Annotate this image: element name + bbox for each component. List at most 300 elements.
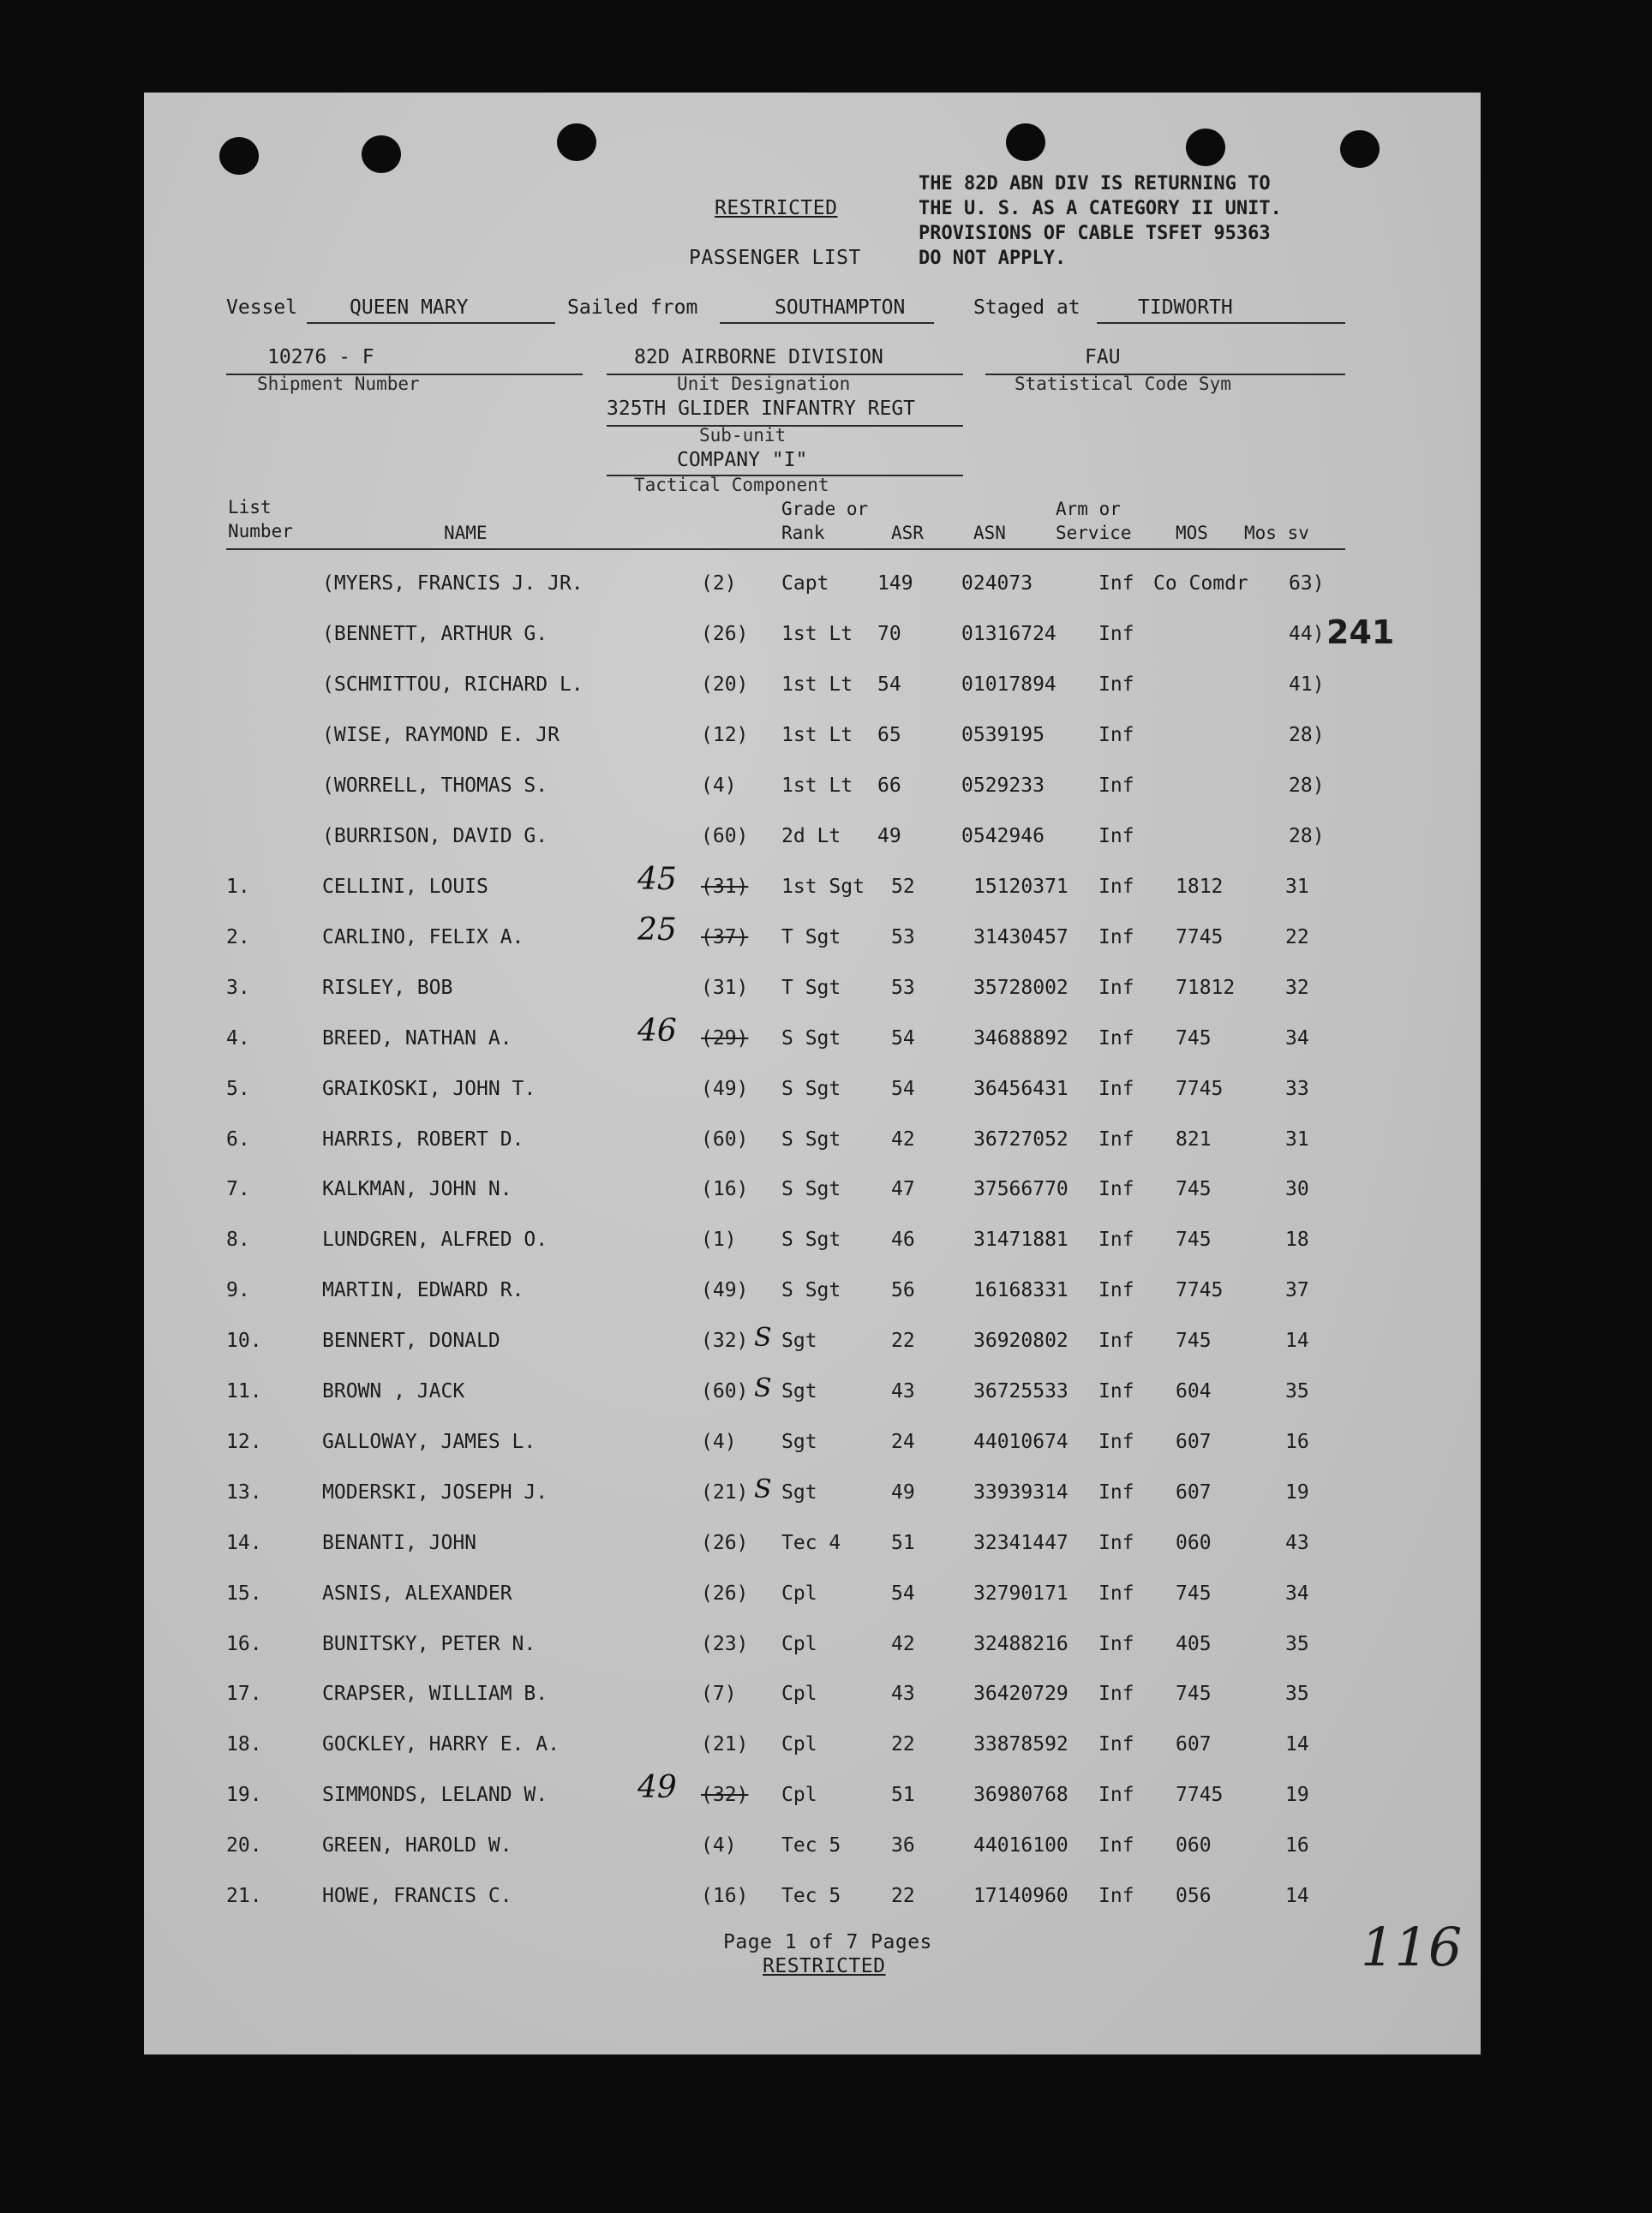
list-number: 3. <box>226 977 250 999</box>
handwritten-correction: 49 <box>637 1770 677 1805</box>
enlisted-row <box>0 862 1652 925</box>
soldier-asr: 22 <box>891 1330 915 1352</box>
handwritten-correction: S <box>754 1474 772 1504</box>
soldier-name: BREED, NATHAN A. <box>322 1027 512 1050</box>
soldier-code: (4) <box>701 1431 737 1453</box>
officer-name: (WORRELL, THOMAS S. <box>322 775 548 797</box>
officer-grade: 2d Lt <box>781 825 841 847</box>
col-asn: ASN <box>973 523 1006 543</box>
soldier-code: (60) <box>701 1380 749 1403</box>
soldier-arm: Inf <box>1098 1330 1134 1352</box>
soldier-mos: 405 <box>1176 1633 1212 1655</box>
officer-asn: 01316724 <box>961 623 1056 645</box>
punch-hole <box>1186 129 1225 166</box>
soldier-grade: S Sgt <box>781 1279 841 1301</box>
list-number: 5. <box>226 1078 250 1100</box>
officer-mos-sv: 28) <box>1289 724 1325 746</box>
soldier-asr: 51 <box>891 1784 915 1806</box>
soldier-arm: Inf <box>1098 1027 1134 1050</box>
soldier-name: CARLINO, FELIX A. <box>322 926 524 948</box>
soldier-name: BROWN , JACK <box>322 1380 465 1403</box>
soldier-asr: 54 <box>891 1027 915 1050</box>
restricted-heading: RESTRICTED <box>715 197 838 219</box>
soldier-grade: Tec 4 <box>781 1532 841 1554</box>
staged-at-label: Staged at <box>973 296 1080 319</box>
soldier-name: LUNDGREN, ALFRED O. <box>322 1229 548 1251</box>
soldier-mos-sv: 14 <box>1285 1733 1309 1755</box>
soldier-mos: 607 <box>1176 1733 1212 1755</box>
soldier-grade: S Sgt <box>781 1128 841 1151</box>
soldier-mos-sv: 16 <box>1285 1431 1309 1453</box>
sailed-from-value: SOUTHAMPTON <box>775 296 906 319</box>
soldier-mos: 71812 <box>1176 977 1236 999</box>
soldier-asr: 47 <box>891 1178 915 1200</box>
enlisted-row <box>0 1532 1652 1582</box>
col-mos-sv: Mos sv <box>1244 523 1309 543</box>
soldier-name: BENANTI, JOHN <box>322 1532 477 1554</box>
soldier-name: GREEN, HAROLD W. <box>322 1834 512 1857</box>
soldier-grade: Cpl <box>781 1683 817 1705</box>
vessel-underline <box>307 322 555 324</box>
list-number: 14. <box>226 1532 262 1554</box>
soldier-asr: 22 <box>891 1885 915 1907</box>
soldier-mos-sv: 33 <box>1285 1078 1309 1100</box>
soldier-asn: 36980768 <box>973 1784 1068 1806</box>
officer-asn: 0542946 <box>961 825 1044 847</box>
soldier-grade: Sgt <box>781 1431 817 1453</box>
enlisted-row <box>0 1683 1652 1732</box>
enlisted-row <box>0 1474 1652 1531</box>
soldier-mos: 821 <box>1176 1128 1212 1151</box>
soldier-asr: 56 <box>891 1279 915 1301</box>
soldier-arm: Inf <box>1098 1532 1134 1554</box>
soldier-mos: 745 <box>1176 1582 1212 1605</box>
sailed-from-label: Sailed from <box>567 296 698 319</box>
soldier-asn: 36420729 <box>973 1683 1068 1705</box>
soldier-mos: 060 <box>1176 1532 1212 1554</box>
soldier-arm: Inf <box>1098 1885 1134 1907</box>
enlisted-row <box>0 1078 1652 1127</box>
officer-mos-sv: 28) <box>1289 775 1325 797</box>
officer-grade: 1st Lt <box>781 724 853 746</box>
soldier-mos-sv: 31 <box>1285 876 1309 898</box>
return-notice: THE 82D ABN DIV IS RETURNING TO THE U. S. AS A CATEGORY II UNIT. PROVISIONS OF CABLE TSFET 95363 DO NOT APPLY. <box>919 173 1282 269</box>
unit-company: COMPANY "I" <box>677 449 808 471</box>
soldier-mos-sv: 31 <box>1285 1128 1309 1151</box>
soldier-asn: 33939314 <box>973 1481 1068 1504</box>
officer-asr: 65 <box>877 724 901 746</box>
enlisted-row <box>0 1633 1652 1683</box>
soldier-asn: 15120371 <box>973 876 1068 898</box>
soldier-grade: Cpl <box>781 1582 817 1605</box>
officer-name: (SCHMITTOU, RICHARD L. <box>322 673 584 696</box>
soldier-arm: Inf <box>1098 926 1134 948</box>
soldier-grade: Sgt <box>781 1380 817 1403</box>
soldier-grade: T Sgt <box>781 977 841 999</box>
soldier-asr: 53 <box>891 977 915 999</box>
sailed-underline <box>720 322 934 324</box>
officer-name: (BURRISON, DAVID G. <box>322 825 548 847</box>
soldier-grade: Cpl <box>781 1784 817 1806</box>
soldier-mos-sv: 34 <box>1285 1582 1309 1605</box>
soldier-name: MODERSKI, JOSEPH J. <box>322 1481 548 1504</box>
soldier-mos-sv: 19 <box>1285 1784 1309 1806</box>
soldier-grade: Cpl <box>781 1633 817 1655</box>
officer-asr: 70 <box>877 623 901 645</box>
soldier-mos-sv: 35 <box>1285 1683 1309 1705</box>
enlisted-row <box>0 1582 1652 1632</box>
soldier-name: BENNERT, DONALD <box>322 1330 500 1352</box>
officer-code: (12) <box>701 724 749 746</box>
soldier-code: (49) <box>701 1279 749 1301</box>
soldier-asr: 42 <box>891 1633 915 1655</box>
officer-mos-sv: 41) <box>1289 673 1325 696</box>
soldier-grade: S Sgt <box>781 1078 841 1100</box>
list-number: 18. <box>226 1733 262 1755</box>
subunit-caption: Sub-unit <box>699 425 787 446</box>
soldier-mos-sv: 37 <box>1285 1279 1309 1301</box>
officer-code: (4) <box>701 775 737 797</box>
shipment-number: 10276 - F <box>267 346 374 368</box>
officer-row <box>0 775 1652 824</box>
soldier-mos: 607 <box>1176 1431 1212 1453</box>
officer-asr: 49 <box>877 825 901 847</box>
soldier-mos: 7745 <box>1176 1078 1224 1100</box>
soldier-asr: 46 <box>891 1229 915 1251</box>
header-rule <box>226 548 1345 550</box>
soldier-name: BUNITSKY, PETER N. <box>322 1633 536 1655</box>
shipment-caption: Shipment Number <box>257 374 420 394</box>
soldier-asr: 42 <box>891 1128 915 1151</box>
officer-arm: Inf <box>1098 673 1134 696</box>
officer-asr: 149 <box>877 572 913 595</box>
soldier-arm: Inf <box>1098 1683 1134 1705</box>
soldier-asn: 44010674 <box>973 1431 1068 1453</box>
col-arm: Arm or Service <box>1056 499 1132 543</box>
soldier-arm: Inf <box>1098 1128 1134 1151</box>
soldier-asn: 35728002 <box>973 977 1068 999</box>
officer-arm: Inf <box>1098 825 1134 847</box>
soldier-asn: 16168331 <box>973 1279 1068 1301</box>
list-number: 15. <box>226 1582 262 1605</box>
soldier-arm: Inf <box>1098 1582 1134 1605</box>
soldier-code: (7) <box>701 1683 737 1705</box>
officer-asn: 0529233 <box>961 775 1044 797</box>
officer-grade: 1st Lt <box>781 673 853 696</box>
soldier-arm: Inf <box>1098 1078 1134 1100</box>
soldier-asr: 53 <box>891 926 915 948</box>
soldier-asr: 36 <box>891 1834 915 1857</box>
soldier-arm: Inf <box>1098 1178 1134 1200</box>
soldier-asn: 31471881 <box>973 1229 1068 1251</box>
soldier-grade: S Sgt <box>781 1027 841 1050</box>
tactical-caption: Tactical Component <box>634 475 829 495</box>
officer-mos: Co Comdr <box>1153 572 1248 595</box>
officer-row <box>0 724 1652 774</box>
soldier-name: HARRIS, ROBERT D. <box>322 1128 524 1151</box>
soldier-mos-sv: 18 <box>1285 1229 1309 1251</box>
soldier-mos-sv: 16 <box>1285 1834 1309 1857</box>
soldier-mos-sv: 22 <box>1285 926 1309 948</box>
enlisted-row <box>0 1733 1652 1783</box>
soldier-asr: 51 <box>891 1532 915 1554</box>
soldier-mos: 060 <box>1176 1834 1212 1857</box>
soldier-arm: Inf <box>1098 1380 1134 1403</box>
soldier-asr: 54 <box>891 1078 915 1100</box>
staged-at-value: TIDWORTH <box>1138 296 1233 319</box>
soldier-asn: 37566770 <box>973 1178 1068 1200</box>
enlisted-row <box>0 1770 1652 1833</box>
soldier-name: GALLOWAY, JAMES L. <box>322 1431 536 1453</box>
soldier-name: ASNIS, ALEXANDER <box>322 1582 512 1605</box>
officer-code: (60) <box>701 825 749 847</box>
soldier-grade: Sgt <box>781 1481 817 1504</box>
officer-name: (BENNETT, ARTHUR G. <box>322 623 548 645</box>
soldier-code: (4) <box>701 1834 737 1857</box>
vessel-label: Vessel <box>226 296 298 319</box>
enlisted-row <box>0 1178 1652 1228</box>
punch-hole <box>1340 130 1380 168</box>
soldier-code: (26) <box>701 1582 749 1605</box>
soldier-mos-sv: 30 <box>1285 1178 1309 1200</box>
unit-designation-caption: Unit Designation <box>677 374 851 394</box>
punch-hole <box>362 135 401 173</box>
officer-mos-sv: 63) <box>1289 572 1325 595</box>
officer-arm: Inf <box>1098 775 1134 797</box>
officer-name: (MYERS, FRANCIS J. JR. <box>322 572 584 595</box>
list-number: 4. <box>226 1027 250 1050</box>
soldier-asr: 54 <box>891 1582 915 1605</box>
officer-arm: Inf <box>1098 623 1134 645</box>
col-name: NAME <box>444 523 488 543</box>
soldier-asn: 36920802 <box>973 1330 1068 1352</box>
col-mos: MOS <box>1176 523 1208 543</box>
soldier-grade: S Sgt <box>781 1229 841 1251</box>
list-number: 10. <box>226 1330 262 1352</box>
officer-mos-sv: 44) <box>1289 623 1325 645</box>
soldier-grade: Tec 5 <box>781 1834 841 1857</box>
col-asr: ASR <box>891 523 924 543</box>
enlisted-row <box>0 1373 1652 1430</box>
soldier-mos-sv: 32 <box>1285 977 1309 999</box>
soldier-arm: Inf <box>1098 876 1134 898</box>
handwritten-correction: 46 <box>637 1014 677 1049</box>
list-number: 21. <box>226 1885 262 1907</box>
punch-hole <box>219 137 259 175</box>
soldier-arm: Inf <box>1098 1784 1134 1806</box>
soldier-asr: 52 <box>891 876 915 898</box>
soldier-asn: 36456431 <box>973 1078 1068 1100</box>
soldier-code: (60) <box>701 1128 749 1151</box>
officer-grade: Capt <box>781 572 829 595</box>
list-number: 16. <box>226 1633 262 1655</box>
soldier-asr: 24 <box>891 1431 915 1453</box>
soldier-arm: Inf <box>1098 1481 1134 1504</box>
officer-row <box>0 825 1652 875</box>
officer-code: (20) <box>701 673 749 696</box>
soldier-asn: 32341447 <box>973 1532 1068 1554</box>
soldier-arm: Inf <box>1098 1633 1134 1655</box>
soldier-mos: 056 <box>1176 1885 1212 1907</box>
list-number: 11. <box>226 1380 262 1403</box>
soldier-code: (31) <box>701 977 749 999</box>
soldier-mos: 745 <box>1176 1229 1212 1251</box>
soldier-asn: 44016100 <box>973 1834 1068 1857</box>
officer-grade: 1st Lt <box>781 623 853 645</box>
soldier-code: (37) <box>701 926 749 948</box>
officer-code: (26) <box>701 623 749 645</box>
soldier-code: (32) <box>701 1784 749 1806</box>
soldier-name: CELLINI, LOUIS <box>322 876 488 898</box>
officer-name: (WISE, RAYMOND E. JR <box>322 724 560 746</box>
enlisted-row <box>0 1014 1652 1077</box>
soldier-mos: 745 <box>1176 1330 1212 1352</box>
soldier-asr: 49 <box>891 1481 915 1504</box>
soldier-name: HOWE, FRANCIS C. <box>322 1885 512 1907</box>
list-number: 17. <box>226 1683 262 1705</box>
stat-code: FAU <box>1085 346 1121 368</box>
soldier-mos: 745 <box>1176 1178 1212 1200</box>
list-number: 1. <box>226 876 250 898</box>
soldier-asn: 31430457 <box>973 926 1068 948</box>
soldier-asn: 32488216 <box>973 1633 1068 1655</box>
handwritten-correction: 45 <box>637 862 677 897</box>
soldier-name: SIMMONDS, LELAND W. <box>322 1784 548 1806</box>
unit-division: 82D AIRBORNE DIVISION <box>634 346 883 368</box>
enlisted-row <box>0 1834 1652 1884</box>
soldier-name: MARTIN, EDWARD R. <box>322 1279 524 1301</box>
soldier-mos-sv: 19 <box>1285 1481 1309 1504</box>
soldier-arm: Inf <box>1098 1834 1134 1857</box>
soldier-mos: 7745 <box>1176 1784 1224 1806</box>
soldier-mos: 607 <box>1176 1481 1212 1504</box>
soldier-asn: 36727052 <box>973 1128 1068 1151</box>
soldier-name: CRAPSER, WILLIAM B. <box>322 1683 548 1705</box>
soldier-name: RISLEY, BOB <box>322 977 453 999</box>
officer-code: (2) <box>701 572 737 595</box>
officer-grade: 1st Lt <box>781 775 853 797</box>
soldier-grade: Sgt <box>781 1330 817 1352</box>
soldier-asn: 32790171 <box>973 1582 1068 1605</box>
soldier-mos: 7745 <box>1176 1279 1224 1301</box>
soldier-mos: 1812 <box>1176 876 1224 898</box>
soldier-grade: T Sgt <box>781 926 841 948</box>
soldier-code: (16) <box>701 1178 749 1200</box>
soldier-name: KALKMAN, JOHN N. <box>322 1178 512 1200</box>
unit-regiment: 325TH GLIDER INFANTRY REGT <box>607 398 916 420</box>
officer-row <box>0 572 1652 622</box>
handwritten-correction: 25 <box>637 912 677 948</box>
soldier-asr: 43 <box>891 1683 915 1705</box>
punch-hole <box>1006 123 1045 161</box>
passenger-list-title: PASSENGER LIST <box>689 247 861 269</box>
soldier-asn: 36725533 <box>973 1380 1068 1403</box>
list-number: 6. <box>226 1128 250 1151</box>
enlisted-row <box>0 1323 1652 1379</box>
officer-asn: 0539195 <box>961 724 1044 746</box>
soldier-asn: 34688892 <box>973 1027 1068 1050</box>
soldier-arm: Inf <box>1098 1229 1134 1251</box>
enlisted-row <box>0 1431 1652 1480</box>
soldier-arm: Inf <box>1098 1733 1134 1755</box>
soldier-code: (31) <box>701 876 749 898</box>
officer-row <box>0 623 1652 673</box>
footer-restricted: RESTRICTED <box>763 1955 886 1977</box>
handwritten-page-number: 116 <box>1361 1916 1463 1978</box>
handwritten-side-number: 241 <box>1326 613 1395 651</box>
soldier-arm: Inf <box>1098 1279 1134 1301</box>
soldier-grade: Cpl <box>781 1733 817 1755</box>
soldier-code: (49) <box>701 1078 749 1100</box>
col-grade: Grade or Rank <box>781 499 869 543</box>
enlisted-row <box>0 1128 1652 1178</box>
list-number: 20. <box>226 1834 262 1857</box>
soldier-asr: 22 <box>891 1733 915 1755</box>
soldier-code: (16) <box>701 1885 749 1907</box>
soldier-grade: 1st Sgt <box>781 876 865 898</box>
soldier-mos-sv: 43 <box>1285 1532 1309 1554</box>
col-list-number: List Number <box>228 497 293 541</box>
handwritten-correction: S <box>754 1373 772 1403</box>
vessel-value: QUEEN MARY <box>350 296 469 319</box>
soldier-arm: Inf <box>1098 977 1134 999</box>
soldier-asr: 43 <box>891 1380 915 1403</box>
soldier-mos-sv: 14 <box>1285 1330 1309 1352</box>
soldier-mos-sv: 14 <box>1285 1885 1309 1907</box>
soldier-code: (26) <box>701 1532 749 1554</box>
soldier-name: GOCKLEY, HARRY E. A. <box>322 1733 560 1755</box>
punch-hole <box>557 123 596 161</box>
list-number: 2. <box>226 926 250 948</box>
soldier-asn: 33878592 <box>973 1733 1068 1755</box>
soldier-mos-sv: 35 <box>1285 1633 1309 1655</box>
enlisted-row <box>0 977 1652 1026</box>
list-number: 9. <box>226 1279 250 1301</box>
officer-asr: 54 <box>877 673 901 696</box>
staged-underline <box>1097 322 1345 324</box>
officer-asn: 024073 <box>961 572 1033 595</box>
soldier-grade: Tec 5 <box>781 1885 841 1907</box>
soldier-mos-sv: 35 <box>1285 1380 1309 1403</box>
soldier-mos: 745 <box>1176 1683 1212 1705</box>
soldier-code: (29) <box>701 1027 749 1050</box>
officer-asr: 66 <box>877 775 901 797</box>
soldier-mos-sv: 34 <box>1285 1027 1309 1050</box>
soldier-grade: S Sgt <box>781 1178 841 1200</box>
officer-arm: Inf <box>1098 724 1134 746</box>
officer-arm: Inf <box>1098 572 1134 595</box>
officer-asn: 01017894 <box>961 673 1056 696</box>
list-number: 7. <box>226 1178 250 1200</box>
soldier-mos: 604 <box>1176 1380 1212 1403</box>
list-number: 12. <box>226 1431 262 1453</box>
list-number: 8. <box>226 1229 250 1251</box>
enlisted-row <box>0 1279 1652 1329</box>
page-footer: Page 1 of 7 Pages <box>723 1931 932 1953</box>
officer-row <box>0 673 1652 723</box>
stat-caption: Statistical Code Sym <box>1015 374 1231 394</box>
enlisted-row <box>0 1229 1652 1278</box>
soldier-name: GRAIKOSKI, JOHN T. <box>322 1078 536 1100</box>
soldier-code: (21) <box>701 1733 749 1755</box>
soldier-code: (32) <box>701 1330 749 1352</box>
enlisted-row <box>0 912 1652 976</box>
soldier-arm: Inf <box>1098 1431 1134 1453</box>
soldier-asn: 17140960 <box>973 1885 1068 1907</box>
soldier-mos: 745 <box>1176 1027 1212 1050</box>
soldier-code: (21) <box>701 1481 749 1504</box>
soldier-code: (1) <box>701 1229 737 1251</box>
